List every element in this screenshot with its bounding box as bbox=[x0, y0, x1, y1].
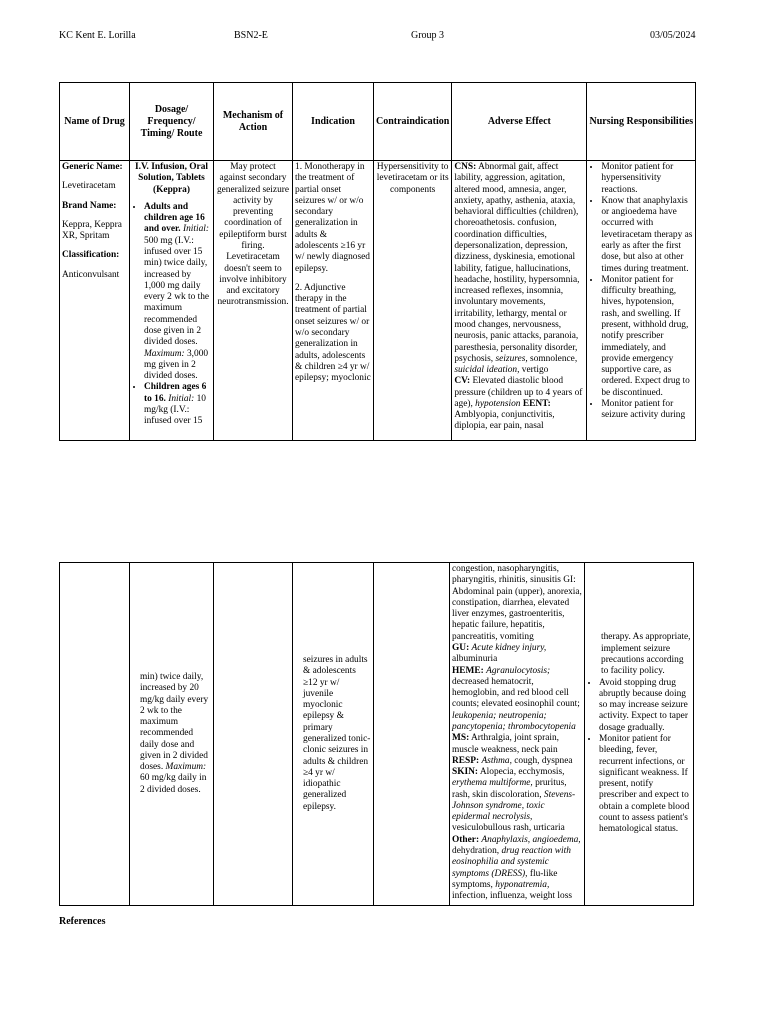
dosage-children: • Children ages 6 to 16. Initial: 10 mg/kg (I.V.: infused over 15 bbox=[144, 382, 211, 427]
references-heading: References bbox=[59, 916, 106, 927]
nursing-item: • Monitor patient for difficulty breathing, hives, hypotension, rash, and swelling. If present, withhold drug, notify prescriber immediately, and provide emergency supportive care, as ordered. Expect drug to be discontinued. bbox=[601, 275, 693, 399]
nursing-item: • Avoid stopping drug abruptly because doing so may increase seizure activity. Expect to taper dosage gradually. bbox=[599, 678, 691, 734]
header-group: Group 3 bbox=[411, 30, 445, 41]
adverse-effect-cell: CNS: Abnormal gait, affect lability, aggression, agitation, altered mood, amnesia, anger, anxiety, apathy, asthenia, ataxia, behavioral difficulties (children), choreoathetosis. confusion, coordination difficulties, depersonalization, depression, dizziness, dyskinesia, emotional lability, fatigue, hallucinations, headache, hostility, hypersomnia, increased reflexes, insomnia, involuntary movements, irritability, lethargy, mental or mood changes, nervousness, neurosis, panic attacks, paranoia, paresthesia, personality disorder, psychosis, seizures, somnolence, suicidal ideation, vertigo CV: Elevated diastolic blood pressure (children up to 4 years of age), hypotension EENT: Amblyopia, conjunctivitis, diplopia, ear pain, nasal bbox=[452, 161, 587, 441]
header-section: BSN2-E bbox=[234, 30, 268, 41]
nursing-item: • Know that anaphylaxis or angioedema have occurred with levetiracetam therapy as early as after the first dose, but also at other times during treatment. bbox=[601, 196, 693, 275]
adverse-effect-cell-cont: congestion, nasopharyngitis, pharyngitis, rhinitis, sinusitis GI: Abdominal pain (upper), anorexia, constipation, diarrhea, elevated liver enzymes, gastroenteritis, hepatic failure, hepatitis, pancreatitis, vomiting GU: Acute kidney injury, albuminuria HEME: Agranulocytosis; decreased hematocrit, hemoglobin, and red blood cell counts; elevated eosinophil count; leukopenia; neutropenia; pancytopenia; thrombocytopenia MS: Arthralgia, joint sprain, muscle weakness, neck pain RESP: Asthma, cough, dyspnea SKIN: Alopecia, ecchymosis, erythema multiforme, pruritus, rash, skin discoloration, Stevens-Johnson syndrome, toxic epidermal necrolysis, vesiculobullous rash, urticaria Other: Anaphylaxis, angioedema, dehydration, drug reaction with eosinophilia and systemic symptoms (DRESS), flu-like symptoms, hyponatremia, infection, influenza, weight loss bbox=[450, 563, 585, 906]
classification-label: Classification: bbox=[62, 250, 120, 261]
table-row bbox=[60, 161, 696, 441]
drug-name-cell-cont bbox=[60, 563, 130, 906]
column-header: Contraindication bbox=[374, 83, 452, 161]
brand-name: Keppra, Keppra XR, Spritam bbox=[62, 219, 122, 242]
indication-cell-cont: seizures in adults & adolescents ≥12 yr w/ juvenile myoclonic epilepsy & primary generalized tonic-clonic seizures in adults & children ≥4 yr w/ idiopathic generalized epilepsy. bbox=[293, 563, 374, 906]
nursing-cell bbox=[587, 161, 696, 441]
mechanism-cell-cont bbox=[214, 563, 293, 906]
dosage-cell-cont: min) twice daily, increased by 20 mg/kg daily every 2 wk to the maximum recommended daily dose and given in 2 divided doses. Maximum: 60 mg/kg daily in 2 divided doses. bbox=[130, 563, 214, 906]
nursing-continued: therapy. As appropriate, implement seizure precautions according to facility policy. bbox=[601, 632, 691, 677]
column-header: Name of Drug bbox=[60, 83, 130, 161]
header-date: 03/05/2024 bbox=[650, 30, 696, 41]
table-header-row bbox=[60, 83, 696, 161]
generic-name-label: Generic Name: bbox=[62, 162, 123, 172]
contraindication-cell: Hypersensitivity to levetiracetam or its components bbox=[374, 161, 452, 441]
header-name: KC Kent E. Lorilla bbox=[59, 30, 136, 41]
column-header: Mechanism of Action bbox=[214, 83, 293, 161]
dosage-adults: • Adults and children age 16 and over. Initial: 500 mg (I.V.: infused over 15 min) twice daily, increased by 1,000 mg daily every 2 wk to the maximum recommended dose given in 2 divided doses. Maximum: 3,000 mg given in 2 divided doses. bbox=[144, 202, 211, 383]
dosage-title: I.V. Infusion, Oral Solution, Tablets (Keppra) bbox=[134, 162, 209, 195]
drug-table-page2 bbox=[59, 562, 694, 906]
table-row bbox=[60, 563, 694, 906]
dosage-list bbox=[132, 202, 211, 428]
column-header: Dosage/ Frequency/ Timing/ Route bbox=[130, 83, 214, 161]
brand-name-label: Brand Name: bbox=[62, 200, 117, 211]
column-header: Indication bbox=[293, 83, 374, 161]
drug-table-page1 bbox=[59, 82, 696, 441]
drug-name-cell bbox=[60, 161, 130, 441]
column-header: Adverse Effect bbox=[452, 83, 587, 161]
generic-name: Levetiracetam bbox=[62, 181, 116, 192]
indication-item: 1. Monotherapy in the treatment of partial onset seizures w/ or w/o secondary generalization in adults & adolescents ≥16 yr w/ newly diagnosed epilepsy. bbox=[295, 162, 370, 274]
nursing-item: • Monitor patient for seizure activity during bbox=[601, 399, 693, 422]
dosage-cell bbox=[130, 161, 214, 441]
indication-item: 2. Adjunctive therapy in the treatment of partial onset seizures w/ or w/o secondary generalization in adults, adolescents & children ≥4 yr w/ epilepsy; myoclonic bbox=[295, 282, 371, 384]
nursing-cell-cont bbox=[585, 563, 694, 906]
nursing-list-cont bbox=[587, 678, 691, 836]
indication-cell bbox=[293, 161, 374, 441]
column-header: Nursing Responsibilities bbox=[587, 83, 696, 161]
nursing-list bbox=[589, 162, 693, 421]
mechanism-cell: May protect against secondary generalized seizure activity by preventing coordination of epileptiform burst firing. Levetiracetam doesn't seem to involve inhibitory and excitatory neurotransmission. bbox=[214, 161, 293, 441]
nursing-item: • Monitor patient for hypersensitivity reactions. bbox=[601, 162, 693, 196]
nursing-item: • Monitor patient for bleeding, fever, recurrent infections, or significant weakness. If present, notify prescriber and expect to obtain a complete blood count to assess patient's hematological status. bbox=[599, 734, 691, 836]
classification: Anticonvulsant bbox=[62, 269, 120, 280]
contraindication-cell-cont bbox=[374, 563, 450, 906]
